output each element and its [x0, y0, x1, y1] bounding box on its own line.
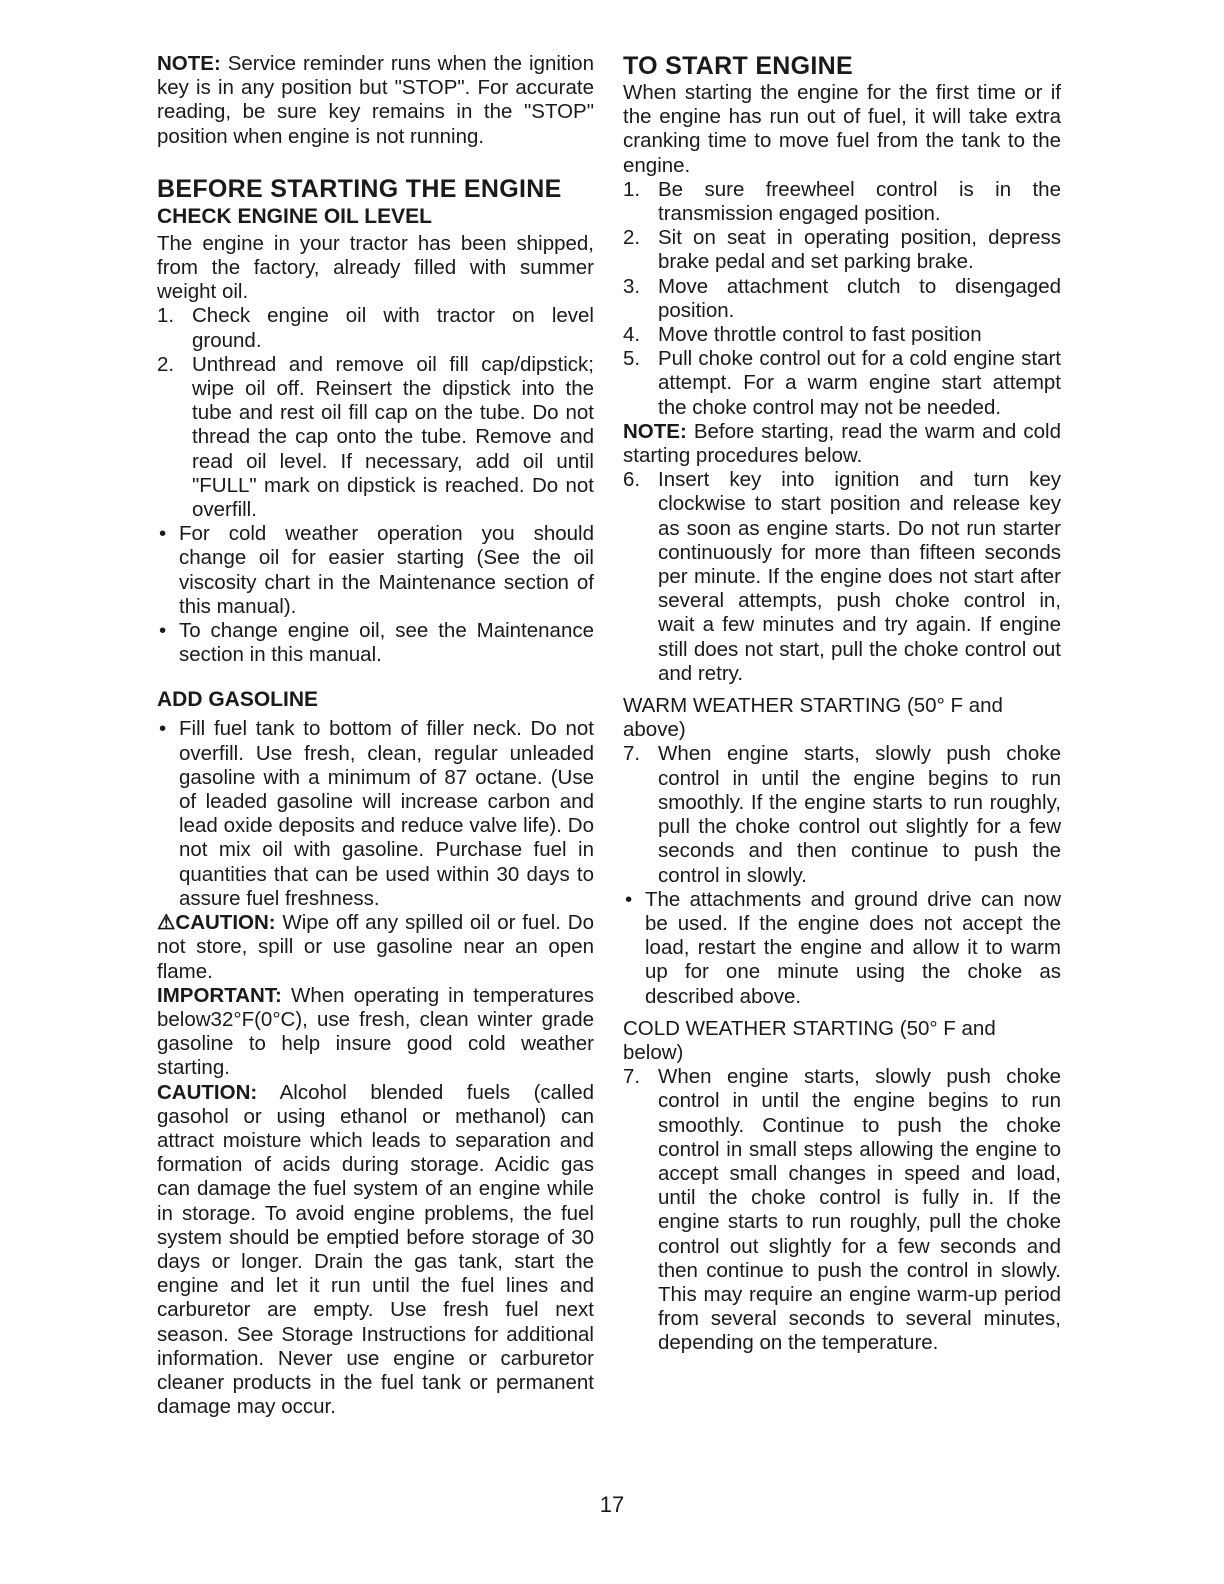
- item-number: 7.: [623, 742, 641, 766]
- list-item: [623, 468, 1061, 686]
- note-label: NOTE:: [157, 52, 221, 75]
- item-text: Check engine oil with tractor on level ground.: [192, 304, 594, 352]
- list-item: [623, 226, 1061, 274]
- caution-label: CAUTION:: [175, 911, 276, 935]
- item-number: 6.: [623, 468, 641, 492]
- item-number: 2.: [623, 226, 641, 250]
- before-starting-heading: BEFORE STARTING THE ENGINE: [157, 174, 562, 203]
- bullet-text: The attachments and ground drive can now be used. If the engine does not accept the load, restart the engine and allow it to warm up for one minute using the choke as described above.: [645, 887, 1061, 1008]
- start-engine-heading: TO START ENGINE: [623, 52, 853, 80]
- list-item: [623, 742, 1061, 887]
- bullet-text: Fill fuel tank to bottom of filler neck. Do not overfill. Use fresh, clean, regular unleaded gasoline with a minimum of 87 octane. (Use of leaded gasoline will increase carbon and lead oxide deposits and reduce valve life). Do not mix oil with gasoline. Purchase fuel in quantities that can be used within 30 days to assure fuel freshness.: [179, 717, 594, 910]
- item-text: When engine starts, slowly push choke control in until the engine begins to run smoothly. If the engine starts to run roughly, pull the choke control out slightly for a few seconds and then continue to push the control in slowly.: [658, 742, 1061, 887]
- item-text: When engine starts, slowly push choke control in until the engine begins to run smoothly. Continue to push the choke control in small steps allowing the engine to accept small changes in speed and load, until the choke control is fully in. If the engine starts to run roughly, pull the choke control out slightly for a few seconds and then continue to push the control in slowly. This may require an engine warm-up period from several seconds to several minutes, depending on the temperature.: [658, 1065, 1061, 1355]
- item-text: Pull choke control out for a cold engine start attempt. For a warm engine start attempt the choke control may not be needed.: [658, 347, 1061, 419]
- bullet-item: [157, 522, 594, 619]
- item-text: Insert key into ignition and turn key clockwise to start position and release key as soon as engine starts. Do not run starter continuously for more than fifteen seconds per minute. If the engine does not start after several attempts, push choke control in, wait a few minutes and try again. If engine still does not start, pull the choke control out and retry.: [658, 468, 1061, 685]
- note-text: Service reminder runs when the ignition key is in any position but "STOP". For accurate reading, be sure key remains in the "STOP" position when engine is not running.: [157, 52, 594, 148]
- bullet-dot: •: [159, 717, 167, 741]
- caution-alcohol: [157, 1081, 594, 1420]
- warning-triangle-icon: ⚠: [157, 911, 176, 935]
- important-note: [157, 984, 594, 1081]
- oil-intro: The engine in your tractor has been shipped, from the factory, already filled with summer weight oil.: [157, 231, 594, 304]
- item-number: 7.: [623, 1065, 641, 1089]
- right-column: [623, 52, 1061, 1356]
- add-gasoline-heading: ADD GASOLINE: [157, 688, 319, 712]
- item-text: Sit on seat in operating position, depress brake pedal and set parking brake.: [658, 226, 1061, 274]
- bullet-dot: •: [625, 887, 633, 911]
- item-text: Move throttle control to fast position: [658, 323, 982, 347]
- caution-text: Wipe off any spilled oil or fuel. Do not store, spill or use gasoline near an open flame.: [157, 911, 594, 983]
- left-column: [157, 52, 594, 1419]
- starting-note: [623, 420, 1061, 468]
- item-number: 3.: [623, 274, 641, 298]
- bullet-dot: •: [159, 522, 167, 546]
- bullet-item: [157, 717, 594, 911]
- item-number: 2.: [157, 352, 175, 376]
- page-number: 17: [599, 1492, 625, 1517]
- check-oil-heading: CHECK ENGINE OIL LEVEL: [157, 204, 432, 228]
- list-item: [623, 323, 1061, 347]
- cold-weather-heading: COLD WEATHER STARTING (50° F and below): [623, 1016, 996, 1064]
- list-item: [623, 1065, 1061, 1355]
- start-intro: When starting the engine for the first time or if the engine has run out of fuel, it will take extra cranking time to move fuel from the tank to the engine.: [623, 81, 1061, 177]
- caution-wipe: [157, 911, 594, 984]
- bullet-text: To change engine oil, see the Maintenance section in this manual.: [179, 619, 594, 667]
- bullet-dot: •: [159, 619, 167, 643]
- note-text: Before starting, read the warm and cold starting procedures below.: [623, 419, 1061, 468]
- list-item: [157, 304, 594, 352]
- note-label: NOTE:: [623, 419, 687, 443]
- item-text: Unthread and remove oil fill cap/dipstick; wipe oil off. Reinsert the dipstick into the tube and rest oil fill cap on the tube. Do not thread the cap onto the tube. Remove and read oil level. If necessary, add oil until "FULL" mark on dipstick is reached. Do not overfill.: [192, 352, 594, 522]
- item-number: 1.: [623, 177, 641, 201]
- important-text: When operating in temperatures below32°F(0°C), use fresh, clean winter grade gasoline to help insure good cold weather starting.: [157, 983, 594, 1080]
- bullet-item: [623, 888, 1061, 1009]
- bullet-text: For cold weather operation you should change oil for easier starting (See the oil viscosity chart in the Maintenance section of this manual).: [179, 522, 594, 618]
- caution-label: CAUTION:: [157, 1080, 258, 1104]
- list-item: [623, 347, 1061, 420]
- important-label: IMPORTANT:: [157, 983, 282, 1007]
- item-number: 5.: [623, 347, 641, 371]
- list-item: [623, 275, 1061, 323]
- list-item: [157, 353, 594, 522]
- warm-weather-heading: WARM WEATHER STARTING (50° F and above): [623, 694, 1003, 742]
- item-number: 4.: [623, 323, 641, 347]
- bullet-item: [157, 619, 594, 667]
- item-number: 1.: [157, 304, 175, 328]
- caution-text: Alcohol blended fuels (called gasohol or using ethanol or methanol) can attract moisture which leads to separation and formation of acids during storage. Acidic gas can damage the fuel system of an engine while in storage. To avoid engine problems, the fuel system should be emptied before storage of 30 days or longer. Drain the gas tank, start the engine and let it run until the fuel lines and carburetor are empty. Use fresh fuel next season. See Storage Instructions for additional information. Never use engine or carburetor cleaner products in the fuel tank or permanent damage may occur.: [157, 1080, 594, 1419]
- service-note: [157, 52, 594, 149]
- item-text: Move attachment clutch to disengaged position.: [658, 274, 1061, 322]
- list-item: [623, 178, 1061, 226]
- item-text: Be sure freewheel control is in the transmission engaged position.: [658, 177, 1061, 226]
